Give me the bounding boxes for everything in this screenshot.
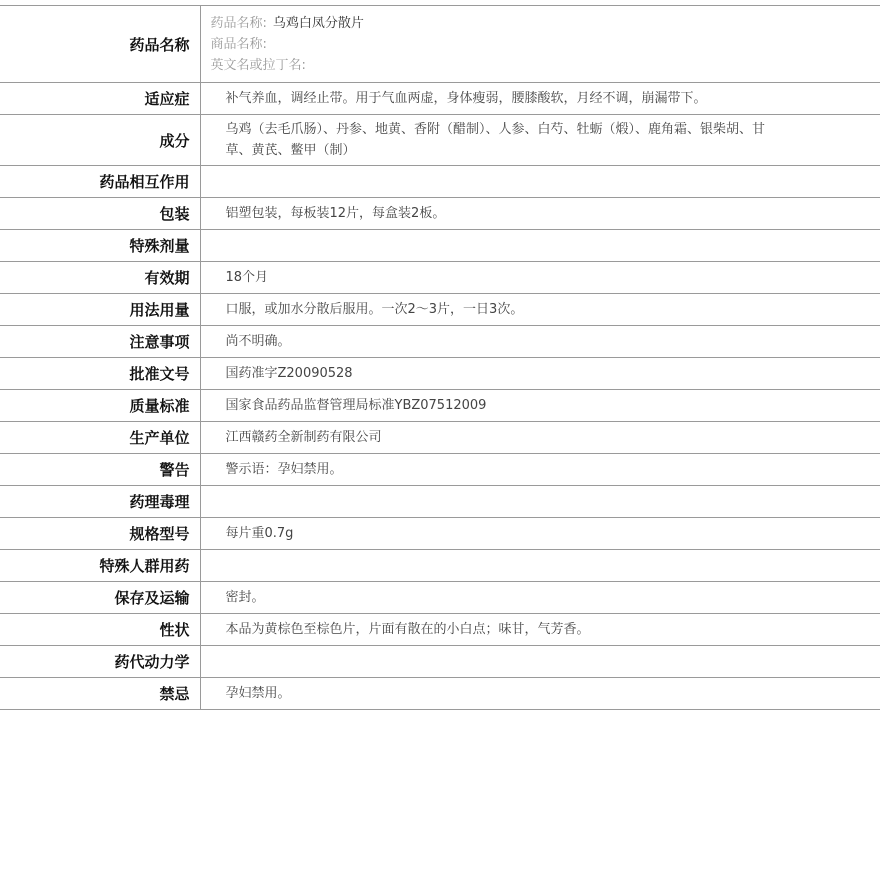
row-label: 药理毒理 [0, 486, 200, 518]
row-label: 包装 [0, 198, 200, 230]
row-value [200, 550, 880, 582]
generic-name-line [211, 13, 789, 34]
row-label: 特殊剂量 [0, 230, 200, 262]
row-value: 补气养血，调经止带。用于气血两虚，身体瘦弱，腰膝酸软，月经不调，崩漏带下。 [225, 91, 707, 106]
row-value [200, 486, 880, 518]
generic-name-label: 药品名称: [210, 15, 267, 31]
row-value: 国药准字Z20090528 [225, 366, 353, 381]
row-value: 孕妇禁用。 [225, 686, 291, 701]
row-storage [0, 582, 880, 614]
drug-spec-table [0, 5, 880, 710]
row-label: 用法用量 [0, 294, 200, 326]
row-value: 铝塑包装，每板装12片，每盒装2板。 [225, 206, 446, 221]
row-value [200, 230, 880, 262]
row-label: 生产单位 [0, 422, 200, 454]
row-ingredients [0, 115, 880, 166]
row-value [200, 166, 880, 198]
row-label: 注意事项 [0, 326, 200, 358]
row-packaging [0, 198, 880, 230]
row-specification [0, 518, 880, 550]
row-value: 尚不明确。 [225, 334, 291, 349]
row-label: 特殊人群用药 [0, 550, 200, 582]
row-value: 每片重0.7g [225, 526, 294, 541]
row-label: 规格型号 [0, 518, 200, 550]
row-pharmacology [0, 486, 880, 518]
row-label: 有效期 [0, 262, 200, 294]
row-special-populations [0, 550, 880, 582]
row-label: 性状 [0, 614, 200, 646]
english-name-label: 英文名或拉丁名: [210, 57, 306, 73]
row-label: 禁忌 [0, 678, 200, 710]
row-label: 批准文号 [0, 358, 200, 390]
row-label: 适应症 [0, 83, 200, 115]
row-warning [0, 454, 880, 486]
row-special-dosage [0, 230, 880, 262]
row-value: 口服，或加水分散后服用。一次2～3片，一日3次。 [225, 302, 524, 317]
row-manufacturer [0, 422, 880, 454]
row-approval-number [0, 358, 880, 390]
row-label: 药品名称 [0, 6, 200, 83]
row-value [200, 646, 880, 678]
row-quality-standard [0, 390, 880, 422]
row-drug-name [0, 6, 880, 83]
row-value: 警示语：孕妇禁用。 [225, 462, 343, 477]
trade-name-line [211, 34, 789, 55]
row-label: 药代动力学 [0, 646, 200, 678]
trade-name-label: 商品名称: [210, 36, 267, 52]
row-usage [0, 294, 880, 326]
row-pharmacokinetics [0, 646, 880, 678]
row-interactions [0, 166, 880, 198]
row-value: 国家食品药品监督管理局标准YBZ07512009 [225, 398, 487, 413]
row-contraindications [0, 678, 880, 710]
generic-name-value: 乌鸡白凤分散片 [272, 15, 364, 31]
row-appearance [0, 614, 880, 646]
row-label: 质量标准 [0, 390, 200, 422]
row-value: 江西赣药全新制药有限公司 [225, 430, 382, 445]
row-label: 警告 [0, 454, 200, 486]
row-value: 本品为黄棕色至棕色片，片面有散在的小白点；味甘，气芳香。 [225, 622, 590, 637]
row-precautions [0, 326, 880, 358]
row-value: 密封。 [225, 590, 265, 605]
row-value: 乌鸡（去毛爪肠）、丹参、地黄、香附（醋制）、人参、白芍、牡蛎（煅）、鹿角霜、银柴胡、甘草、黄芪、鳖甲（制） [225, 122, 766, 158]
row-label: 保存及运输 [0, 582, 200, 614]
drug-name-cell [200, 6, 880, 83]
row-label: 成分 [0, 115, 200, 166]
english-name-line [211, 55, 789, 76]
row-indications [0, 83, 880, 115]
row-value: 18个月 [225, 270, 269, 285]
row-label: 药品相互作用 [0, 166, 200, 198]
row-shelf-life [0, 262, 880, 294]
